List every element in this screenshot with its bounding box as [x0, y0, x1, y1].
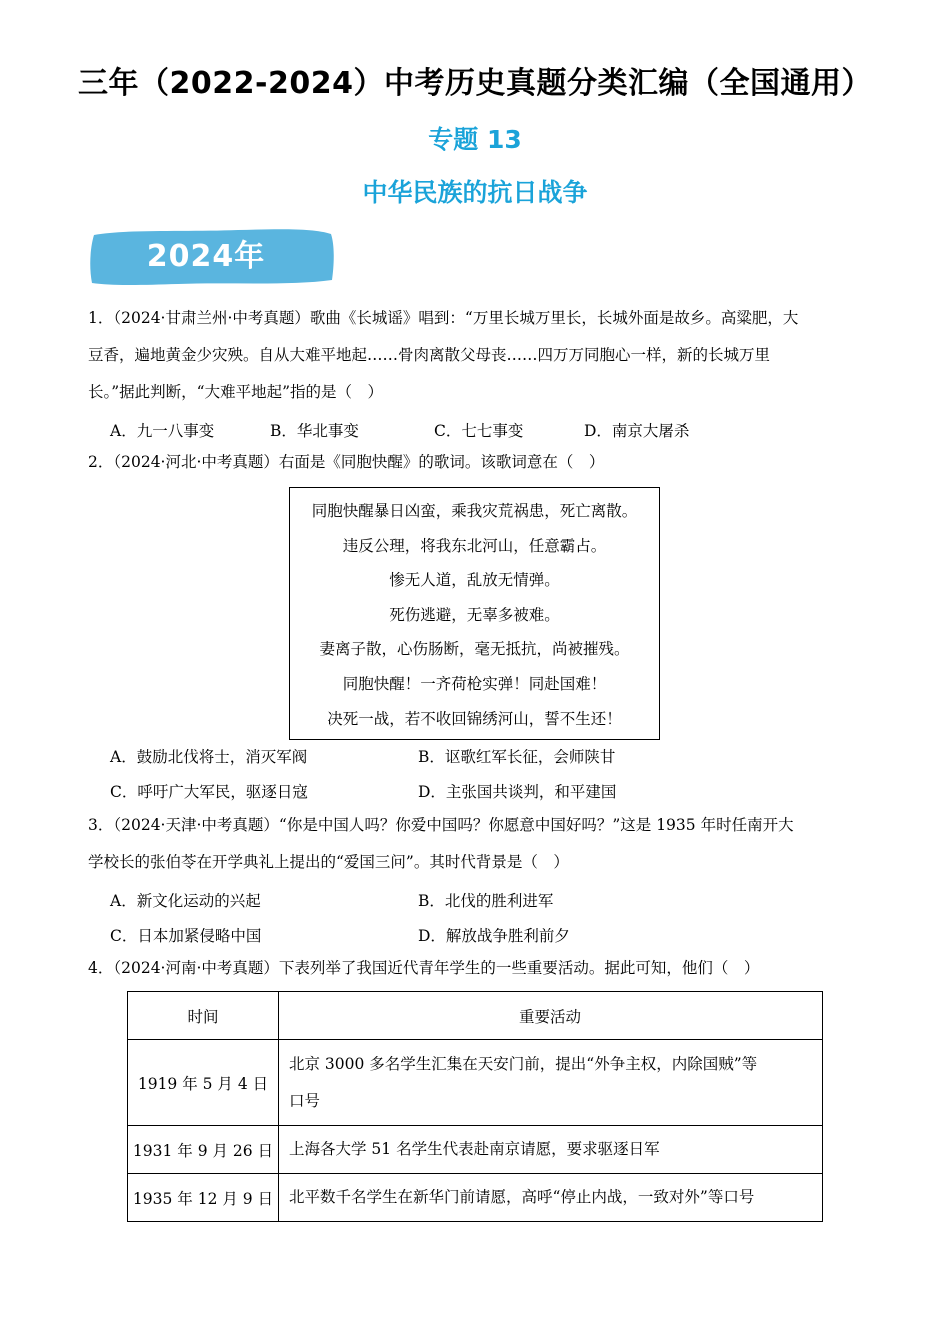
song-lyrics-box: [289, 487, 660, 740]
q3-option-c[interactable]: C．日本加紧侵略中国: [110, 927, 262, 945]
table-row: [128, 1126, 823, 1174]
row-date: 1919 年 5 月 4 日: [128, 1040, 279, 1126]
row-activity: [279, 1040, 823, 1126]
lyric-line: 惨无人道，乱放无情弹。: [389, 571, 560, 590]
year-section-badge: [88, 226, 336, 288]
q2-option-b[interactable]: B．讴歌红军长征，会师陕甘: [418, 748, 616, 766]
lyric-line: 同胞快醒暴日凶蛮，乘我灾荒祸患，死亡离散。: [311, 502, 638, 520]
table-row: [128, 1040, 823, 1126]
topic-number: 专题 13: [428, 125, 522, 154]
q3-option-a[interactable]: A．新文化运动的兴起: [110, 892, 261, 910]
q1-option-d[interactable]: D．南京大屠杀: [584, 422, 690, 440]
column-header-activity: 重要活动: [279, 992, 823, 1040]
question-2-stem: 2．（2024·河北·中考真题）右面是《同胞快醒》的歌词。该歌词意在（ ）: [88, 453, 605, 471]
row-activity: [279, 1174, 823, 1222]
year-label: 2024年: [146, 239, 266, 274]
q2-option-a[interactable]: A．鼓励北伐将士，消灭军阀: [110, 748, 308, 766]
row-activity: [279, 1126, 823, 1174]
question-3-line-1: 3．（2024·天津·中考真题）“你是中国人吗？你爱中国吗？你愿意中国好吗？”这是 1935 年时任南开大: [88, 816, 794, 834]
q1-option-b[interactable]: B．华北事变: [270, 422, 359, 440]
row-date: 1935 年 12 月 9 日: [128, 1174, 279, 1222]
question-4-stem: 4．（2024·河南·中考真题）下表列举了我国近代青年学生的一些重要活动。据此可知，他们（ ）: [88, 959, 760, 977]
q2-option-d[interactable]: D．主张国共谈判，和平建国: [418, 783, 617, 801]
activity-line: 北京 3000 多名学生汇集在天安门前，提出“外争主权，内除国贼”等: [289, 1054, 758, 1073]
document-title: 三年（2022-2024）中考历史真题分类汇编（全国通用）: [78, 66, 872, 101]
question-3-line-2: 学校长的张伯苓在开学典礼上提出的“爱国三问”。其时代背景是（ ）: [88, 853, 569, 871]
q1-option-c[interactable]: C．七七事变: [434, 422, 524, 440]
lyric-line: 决死一战，若不收回锦绣河山，誓不生还！: [327, 709, 622, 728]
column-header-time: 时间: [128, 992, 279, 1040]
question-3: [88, 807, 868, 881]
question-1: [88, 300, 868, 411]
activity-line: 北平数千名学生在新华门前请愿，高呼“停止内战，一致对外”等口号: [289, 1188, 755, 1206]
q3-option-d[interactable]: D．解放战争胜利前夕: [418, 927, 570, 945]
topic-name: 中华民族的抗日战争: [362, 178, 588, 207]
lyric-line: 同胞快醒！一齐荷枪实弹！同赴国难！: [342, 674, 607, 693]
q2-option-c[interactable]: C．呼吁广大军民，驱逐日寇: [110, 783, 308, 801]
lyric-line: 妻离子散，心伤肠断，毫无抵抗，尚被摧残。: [319, 640, 630, 659]
lyric-line: 违反公理，将我东北河山，任意霸占。: [342, 536, 607, 555]
table-row: [128, 1174, 823, 1222]
q1-option-a[interactable]: A．九一八事变: [110, 422, 215, 440]
table-header-row: [128, 992, 823, 1040]
lyric-line: 死伤逃避，无辜多被难。: [389, 605, 560, 624]
question-1-line-3: 长。”据此判断，“大难平地起”指的是（ ）: [88, 383, 384, 401]
q3-option-b[interactable]: B．北伐的胜利进军: [418, 892, 554, 910]
activity-line: 口号: [289, 1091, 321, 1110]
row-date: 1931 年 9 月 26 日: [128, 1126, 279, 1174]
question-1-line-1: 1．（2024·甘肃兰州·中考真题）歌曲《长城谣》唱到：“万里长城万里长，长城外面是故乡。高粱肥，大: [88, 309, 799, 327]
question-1-line-2: 豆香，遍地黄金少灾殃。自从大难平地起……骨肉离散父母丧……四万万同胞心一样，新的长城万里: [88, 346, 771, 364]
activity-line: 上海各大学 51 名学生代表赴南京请愿，要求驱逐日军: [289, 1140, 660, 1158]
student-activities-table: [127, 991, 823, 1222]
